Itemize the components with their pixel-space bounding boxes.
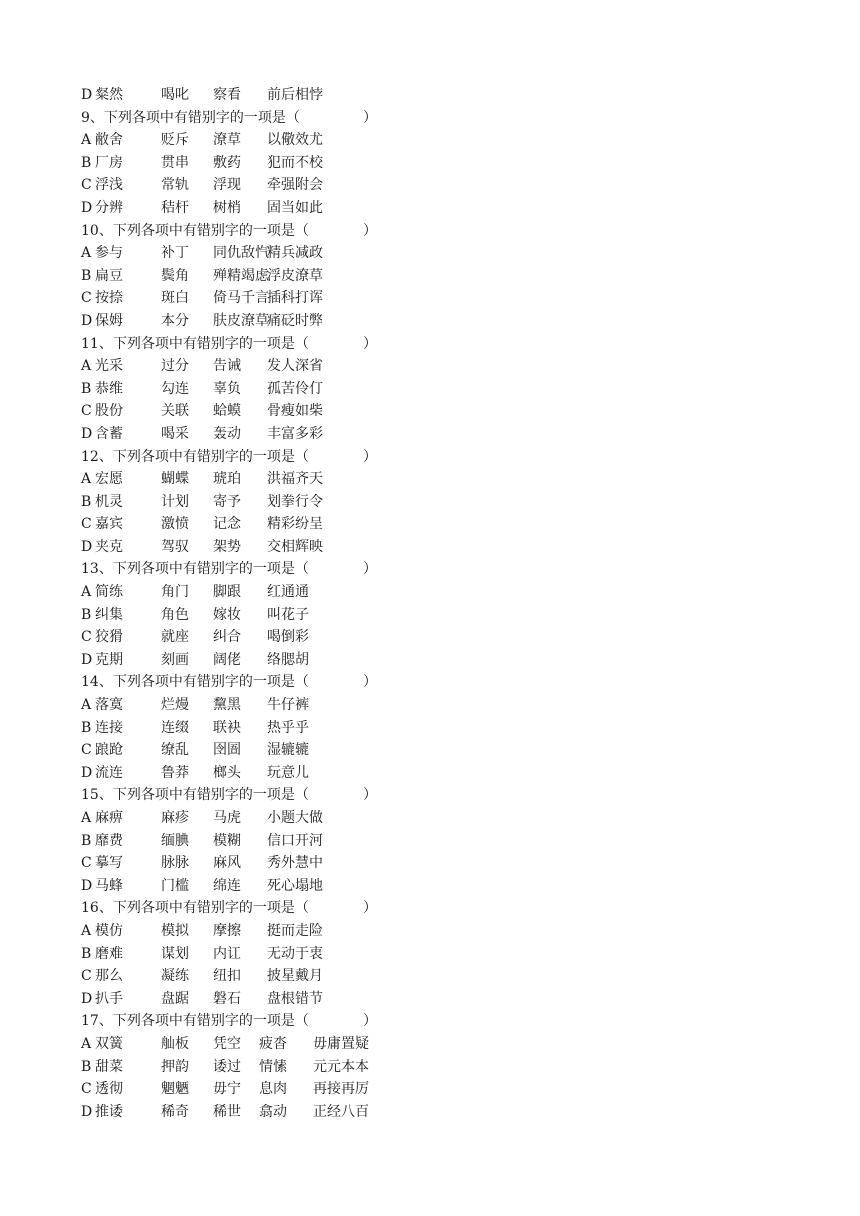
option-word: 死心塌地	[267, 877, 323, 894]
option-line	[81, 943, 801, 966]
answer-blank-close: ）	[363, 109, 377, 126]
option-line	[81, 988, 801, 1011]
option-line	[81, 717, 801, 740]
option-word: 殚精竭虑	[213, 267, 269, 284]
option-word: 披星戴月	[267, 968, 323, 985]
option-word: 补丁	[161, 245, 189, 262]
option-word: 翕动	[259, 1103, 287, 1120]
option-line	[81, 355, 801, 378]
option-word: 同仇敌忾	[213, 245, 269, 262]
document-page	[81, 84, 801, 1123]
option-word: 模糊	[213, 832, 241, 849]
option-word: 绵连	[213, 877, 241, 894]
option-word: 克期	[95, 651, 123, 668]
option-word: 含蓄	[95, 425, 123, 442]
option-word: 靡费	[95, 832, 123, 849]
option-letter: A	[81, 358, 92, 375]
option-word: 插科打诨	[267, 290, 323, 307]
option-word: 简练	[95, 584, 123, 601]
option-word: 狡猾	[95, 629, 123, 646]
option-word: 再接再厉	[313, 1081, 369, 1098]
option-word: 凭空	[213, 1035, 241, 1052]
option-word: 磨难	[95, 945, 123, 962]
option-word: 马蜂	[95, 877, 123, 894]
option-word: 阔佬	[213, 651, 241, 668]
question-stem	[81, 1010, 801, 1033]
option-word: 牛仔裤	[267, 697, 309, 714]
option-letter: D	[81, 651, 93, 668]
option-word: 麻疹	[161, 810, 189, 826]
question-text: 11、下列各项中有错别字的一项是（	[81, 335, 309, 352]
option-word: 辜负	[213, 380, 241, 397]
question-stem	[81, 333, 801, 356]
question-stem	[81, 558, 801, 581]
option-letter: A	[81, 810, 92, 826]
option-word: 透彻	[95, 1081, 123, 1098]
option-word: 囹圄	[213, 742, 241, 759]
option-letter: A	[81, 1035, 92, 1052]
answer-blank-close: ）	[363, 561, 377, 578]
option-word: 疲沓	[259, 1035, 287, 1052]
option-letter: C	[81, 742, 92, 759]
option-word: 架势	[213, 538, 241, 555]
option-word: 角门	[161, 584, 189, 601]
option-letter: D	[81, 199, 93, 216]
option-word: 参与	[95, 245, 123, 262]
option-word: 那么	[95, 968, 123, 985]
option-word: 蝴蝶	[161, 471, 189, 488]
option-word: 双簧	[95, 1035, 123, 1052]
option-word: 叫花子	[267, 606, 309, 623]
option-word: 粲然	[95, 87, 123, 103]
option-word: 蛤蟆	[213, 403, 241, 420]
option-word: 精彩纷呈	[267, 516, 323, 533]
option-letter: B	[81, 493, 92, 510]
option-letter: A	[81, 245, 92, 262]
option-word: 凝练	[161, 968, 189, 985]
option-word: 分辨	[95, 199, 123, 216]
option-line	[81, 875, 801, 898]
option-word: 喝采	[161, 425, 189, 442]
option-word: 门槛	[161, 877, 189, 894]
option-line	[81, 84, 801, 107]
option-word: 鬓角	[161, 267, 189, 284]
answer-blank-close: ）	[363, 674, 377, 691]
option-word: 稀奇	[161, 1103, 189, 1120]
option-letter: D	[81, 1103, 93, 1120]
option-word: 烂熳	[161, 697, 189, 714]
option-letter: C	[81, 855, 92, 872]
option-word: 琥珀	[213, 471, 241, 488]
option-letter: C	[81, 403, 92, 420]
question-text: 14、下列各项中有错别字的一项是（	[81, 674, 309, 691]
option-word: 息肉	[259, 1081, 287, 1098]
option-word: 摩擦	[213, 922, 241, 939]
option-line	[81, 174, 801, 197]
option-word: 纽扣	[213, 968, 241, 985]
option-word: 缅腆	[161, 832, 189, 849]
option-word: 扁豆	[95, 267, 123, 284]
option-letter: A	[81, 471, 92, 488]
option-word: 骨瘦如柴	[267, 403, 323, 420]
option-word: 嫁妆	[213, 606, 241, 623]
option-letter: A	[81, 922, 92, 939]
option-word: 模仿	[95, 922, 123, 939]
option-line	[81, 423, 801, 446]
question-stem	[81, 446, 801, 469]
option-word: 告诫	[213, 358, 241, 375]
option-word: 推诿	[95, 1103, 123, 1120]
option-word: 络腮胡	[267, 651, 309, 668]
option-word: 浮浅	[95, 177, 123, 194]
option-line	[81, 129, 801, 152]
option-word: 毋庸置疑	[313, 1035, 369, 1052]
option-word: 精兵减政	[267, 245, 323, 262]
option-word: 挺而走险	[267, 922, 323, 939]
option-letter: B	[81, 945, 92, 962]
option-word: 固当如此	[267, 199, 323, 216]
option-line	[81, 830, 801, 853]
option-word: 舢板	[161, 1035, 189, 1052]
option-word: 浮皮潦草	[267, 267, 323, 284]
option-word: 热乎乎	[267, 719, 309, 736]
option-word: 发人深省	[267, 358, 323, 375]
option-word: 刻画	[161, 651, 189, 668]
question-stem	[81, 671, 801, 694]
option-letter: B	[81, 719, 92, 736]
option-word: 马虎	[213, 810, 241, 826]
option-word: 恭维	[95, 380, 123, 397]
option-word: 摹写	[95, 855, 123, 872]
option-word: 肤皮潦草	[213, 312, 269, 329]
option-word: 驾驭	[161, 538, 189, 555]
option-word: 连接	[95, 719, 123, 736]
option-word: 脚跟	[213, 584, 241, 601]
question-text: 15、下列各项中有错别字的一项是（	[81, 787, 309, 804]
option-word: 犯而不校	[267, 154, 323, 171]
option-word: 甜菜	[95, 1058, 123, 1075]
option-word: 稀世	[213, 1103, 241, 1120]
question-text: 9、下列各项中有错别字的一项是（	[81, 109, 300, 126]
option-word: 谋划	[161, 945, 189, 962]
option-line	[81, 491, 801, 514]
option-word: 划拳行令	[267, 493, 323, 510]
option-line	[81, 197, 801, 220]
option-word: 落寞	[95, 697, 123, 714]
option-word: 模拟	[161, 922, 189, 939]
option-word: 记念	[213, 516, 241, 533]
option-word: 情愫	[259, 1058, 287, 1075]
option-word: 丰富多彩	[267, 425, 323, 442]
option-line	[81, 400, 801, 423]
option-word: 贬斥	[161, 132, 189, 149]
option-word: 敝舍	[95, 132, 123, 149]
option-line	[81, 965, 801, 988]
option-word: 麻痹	[95, 810, 123, 826]
option-word: 嘉宾	[95, 516, 123, 533]
option-line	[81, 152, 801, 175]
option-letter: C	[81, 629, 92, 646]
option-word: 内讧	[213, 945, 241, 962]
option-line	[81, 1078, 801, 1101]
option-letter: C	[81, 290, 92, 307]
option-word: 信口开河	[267, 832, 323, 849]
option-word: 贯串	[161, 154, 189, 171]
option-word: 元元本本	[313, 1058, 369, 1075]
option-line	[81, 378, 801, 401]
option-line	[81, 649, 801, 672]
option-line	[81, 536, 801, 559]
option-word: 正经八百	[313, 1103, 369, 1120]
option-word: 麻风	[213, 855, 241, 872]
option-word: 黧黑	[213, 697, 241, 714]
question-text: 17、下列各项中有错别字的一项是（	[81, 1013, 309, 1030]
option-letter: C	[81, 968, 92, 985]
question-text: 13、下列各项中有错别字的一项是（	[81, 561, 309, 578]
option-word: 关联	[161, 403, 189, 420]
option-word: 喝叱	[161, 87, 189, 103]
option-word: 纠合	[213, 629, 241, 646]
option-word: 玩意儿	[267, 764, 309, 781]
option-word: 夹克	[95, 538, 123, 555]
option-word: 洪福齐天	[267, 471, 323, 488]
option-word: 角色	[161, 606, 189, 623]
option-letter: C	[81, 516, 92, 533]
option-word: 敷药	[213, 154, 241, 171]
option-word: 纠集	[95, 606, 123, 623]
option-word: 就座	[161, 629, 189, 646]
option-word: 魍魉	[161, 1081, 189, 1098]
option-word: 小题大做	[267, 810, 323, 826]
option-word: 交相辉映	[267, 538, 323, 555]
option-line	[81, 1101, 801, 1124]
option-word: 激愤	[161, 516, 189, 533]
answer-blank-close: ）	[363, 900, 377, 917]
option-word: 按捺	[95, 290, 123, 307]
option-word: 察看	[213, 87, 241, 103]
option-line	[81, 581, 801, 604]
option-word: 寄予	[213, 493, 241, 510]
option-line	[81, 626, 801, 649]
option-word: 过分	[161, 358, 189, 375]
question-stem	[81, 897, 801, 920]
option-letter: D	[81, 764, 93, 781]
option-letter: A	[81, 132, 92, 149]
option-word: 股份	[95, 403, 123, 420]
option-word: 痛砭时弊	[267, 312, 323, 329]
option-line	[81, 468, 801, 491]
option-word: 联袂	[213, 719, 241, 736]
option-word: 秀外慧中	[267, 855, 323, 872]
option-word: 盘踞	[161, 990, 189, 1007]
option-letter: D	[81, 87, 93, 103]
option-word: 鲁莽	[161, 764, 189, 781]
option-letter: D	[81, 312, 93, 329]
option-word: 轰动	[213, 425, 241, 442]
option-word: 潦草	[213, 132, 241, 149]
option-word: 红通通	[267, 584, 309, 601]
option-word: 湿辘辘	[267, 742, 309, 759]
option-word: 斑白	[161, 290, 189, 307]
answer-blank-close: ）	[363, 448, 377, 465]
option-word: 脉脉	[161, 855, 189, 872]
option-line	[81, 1033, 801, 1056]
option-letter: C	[81, 177, 92, 194]
option-word: 保姆	[95, 312, 123, 329]
question-text: 10、下列各项中有错别字的一项是（	[81, 222, 309, 239]
option-line	[81, 287, 801, 310]
option-word: 押韵	[161, 1058, 189, 1075]
option-word: 常轨	[161, 177, 189, 194]
option-word: 磐石	[213, 990, 241, 1007]
option-letter: B	[81, 267, 92, 284]
option-word: 诿过	[213, 1058, 241, 1075]
option-word: 连缀	[161, 719, 189, 736]
option-word: 无动于衷	[267, 945, 323, 962]
option-letter: D	[81, 877, 93, 894]
option-line	[81, 1056, 801, 1079]
option-word: 踉跄	[95, 742, 123, 759]
option-word: 喝倒彩	[267, 629, 309, 646]
option-word: 榔头	[213, 764, 241, 781]
option-line	[81, 852, 801, 875]
answer-blank-close: ）	[363, 335, 377, 352]
option-word: 勾连	[161, 380, 189, 397]
option-letter: D	[81, 538, 93, 555]
option-line	[81, 310, 801, 333]
option-letter: D	[81, 425, 93, 442]
option-letter: C	[81, 1081, 92, 1098]
option-line	[81, 739, 801, 762]
answer-blank-close: ）	[363, 222, 377, 239]
option-line	[81, 694, 801, 717]
option-word: 计划	[161, 493, 189, 510]
option-line	[81, 807, 801, 830]
option-word: 扒手	[95, 990, 123, 1007]
option-word: 倚马千言	[213, 290, 269, 307]
answer-blank-close: ）	[363, 1013, 377, 1030]
option-word: 宏愿	[95, 471, 123, 488]
question-text: 16、下列各项中有错别字的一项是（	[81, 900, 309, 917]
option-word: 牵强附会	[267, 177, 323, 194]
option-word: 厂房	[95, 154, 123, 171]
option-line	[81, 920, 801, 943]
option-word: 孤苦伶仃	[267, 380, 323, 397]
option-line	[81, 513, 801, 536]
option-letter: B	[81, 154, 92, 171]
option-line	[81, 604, 801, 627]
option-word: 本分	[161, 312, 189, 329]
option-word: 毋宁	[213, 1081, 241, 1098]
option-line	[81, 265, 801, 288]
option-letter: B	[81, 1058, 92, 1075]
option-line	[81, 762, 801, 785]
option-word: 流连	[95, 764, 123, 781]
option-word: 树梢	[213, 199, 241, 216]
answer-blank-close: ）	[363, 787, 377, 804]
option-word: 盘根错节	[267, 990, 323, 1007]
option-letter: B	[81, 606, 92, 623]
option-word: 光采	[95, 358, 123, 375]
option-letter: B	[81, 380, 92, 397]
option-word: 以儆效尤	[267, 132, 323, 149]
option-word: 缭乱	[161, 742, 189, 759]
option-letter: A	[81, 584, 92, 601]
question-stem	[81, 220, 801, 243]
question-stem	[81, 107, 801, 130]
option-letter: A	[81, 697, 92, 714]
option-letter: D	[81, 990, 93, 1007]
option-line	[81, 242, 801, 265]
option-word: 浮现	[213, 177, 241, 194]
question-text: 12、下列各项中有错别字的一项是（	[81, 448, 309, 465]
question-stem	[81, 784, 801, 807]
option-word: 秸杆	[161, 199, 189, 216]
option-letter: B	[81, 832, 92, 849]
option-word: 前后相悖	[267, 87, 323, 103]
option-word: 机灵	[95, 493, 123, 510]
